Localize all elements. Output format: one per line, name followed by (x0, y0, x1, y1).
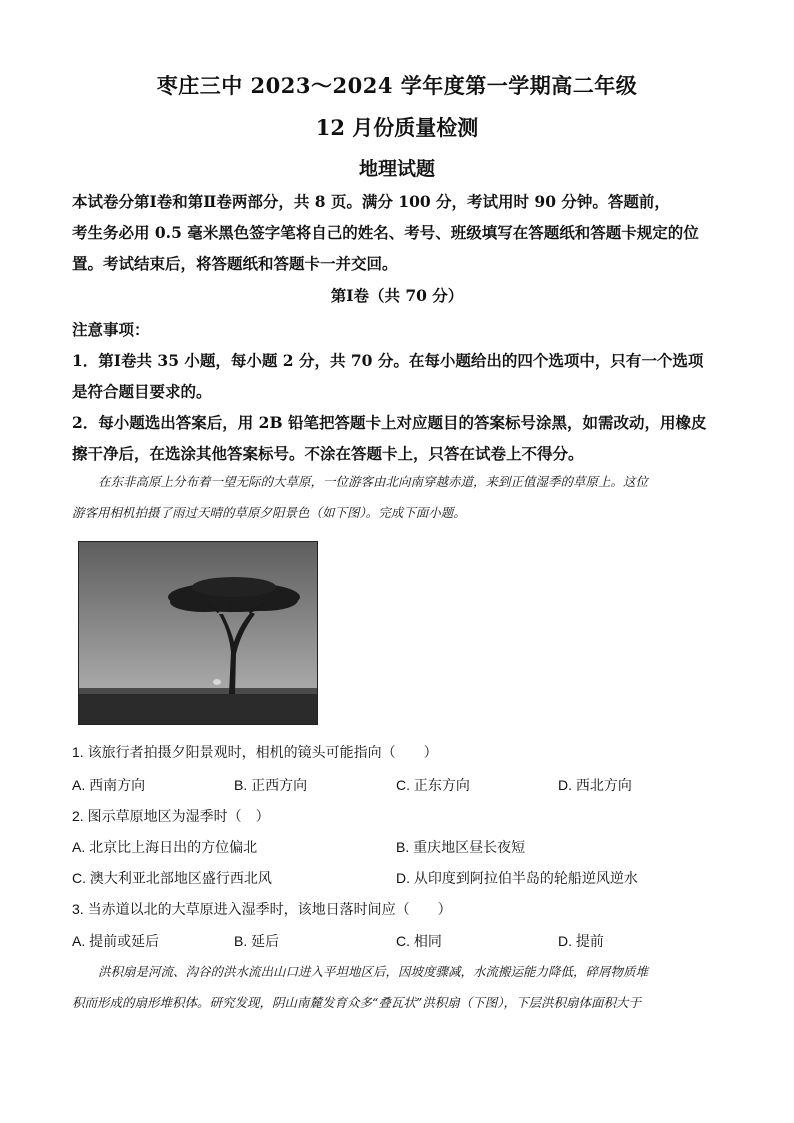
question-stem: 2. 图示草原地区为湿季时（ ） (72, 808, 270, 824)
option-b[interactable]: B. 正西方向 (234, 777, 308, 793)
option-a[interactable]: A. 提前或延后 (72, 933, 160, 949)
exam-title: 枣庄三中 2023～2024 学年度第一学期高二年级 (156, 73, 638, 98)
notice-heading: 注意事项： (72, 320, 150, 339)
notice-line: 擦干净后，在选涂其他答案标号。不涂在答题卡上，只答在试卷上不得分。 (72, 444, 584, 463)
option-d[interactable]: D. 从印度到阿拉伯半岛的轮船逆风逆水 (396, 870, 638, 886)
notice-block (72, 314, 722, 469)
question-3 (72, 899, 732, 919)
option-b[interactable]: B. 重庆地区昼长夜短 (396, 839, 526, 855)
subject-title: 地理试题 (358, 158, 435, 180)
passage-line: 在东非高原上分布着一望无际的大草原，一位游客由北向南穿越赤道，来到正值湿季的草原上。这位 (98, 474, 649, 489)
option-b[interactable]: B. 延后 (234, 933, 280, 949)
passage-line: 洪积扇是河流、沟谷的洪水流出山口进入平坦地区后，因坡度骤减，水流搬运能力降低，碎屑物质堆 (98, 964, 649, 979)
instruction-line: 置。考试结束后，将答题纸和答题卡一并交回。 (72, 254, 398, 273)
instruction-line: 本试卷分第Ⅰ卷和第Ⅱ卷两部分，共 8 页。满分 100 分，考试用时 90 分钟。答题前， (72, 192, 670, 211)
question-2-options-row1 (72, 837, 732, 857)
instruction-line: 考生务必用 0.5 毫米黑色签字笔将自己的姓名、考号、班级填写在答题纸和答题卡规定的位 (72, 223, 699, 242)
option-a[interactable]: A. 西南方向 (72, 777, 146, 793)
question-2 (72, 806, 732, 826)
option-c[interactable]: C. 相同 (396, 933, 442, 949)
question-stem: 1. 该旅行者拍摄夕阳景观时，相机的镜头可能指向（ ） (72, 744, 438, 760)
savanna-sunset-photo (78, 541, 318, 725)
question-1 (72, 742, 732, 762)
notice-line: 1．第Ⅰ卷共 35 小题，每小题 2 分，共 70 分。在每小题给出的四个选项中，只有一个选项 (72, 351, 704, 370)
question-2-options-row2 (72, 868, 732, 888)
option-c[interactable]: C. 正东方向 (396, 777, 470, 793)
option-a[interactable]: A. 北京比上海日出的方位偏北 (72, 839, 258, 855)
question-1-options (72, 775, 732, 795)
reading-passage-1 (72, 466, 724, 528)
reading-passage-2 (72, 956, 724, 1018)
passage-line: 积而形成的扇形堆积体。研究发现，阴山南麓发育众多“叠瓦状”洪积扇（下图），下层洪积扇体面积大于 (72, 995, 642, 1010)
section-title: 第Ⅰ卷（共 70 分） (330, 286, 464, 305)
notice-line: 2．每小题选出答案后，用 2B 铅笔把答题卡上对应题目的答案标号涂黑，如需改动，用橡皮 (72, 413, 707, 432)
acacia-tree-image (79, 542, 317, 724)
passage-line: 游客用相机拍摄了雨过天晴的草原夕阳景色（如下图）。完成下面小题。 (72, 505, 466, 520)
option-d[interactable]: D. 西北方向 (558, 777, 632, 793)
exam-subtitle: 12 月份质量检测 (315, 115, 479, 140)
question-stem: 3. 当赤道以北的大草原进入湿季时，该地日落时间应（ ） (72, 901, 452, 917)
option-c[interactable]: C. 澳大利亚北部地区盛行西北风 (72, 870, 272, 886)
option-d[interactable]: D. 提前 (558, 933, 604, 949)
notice-line: 是符合题目要求的。 (72, 382, 212, 401)
exam-instructions (72, 186, 722, 279)
question-3-options (72, 931, 732, 951)
